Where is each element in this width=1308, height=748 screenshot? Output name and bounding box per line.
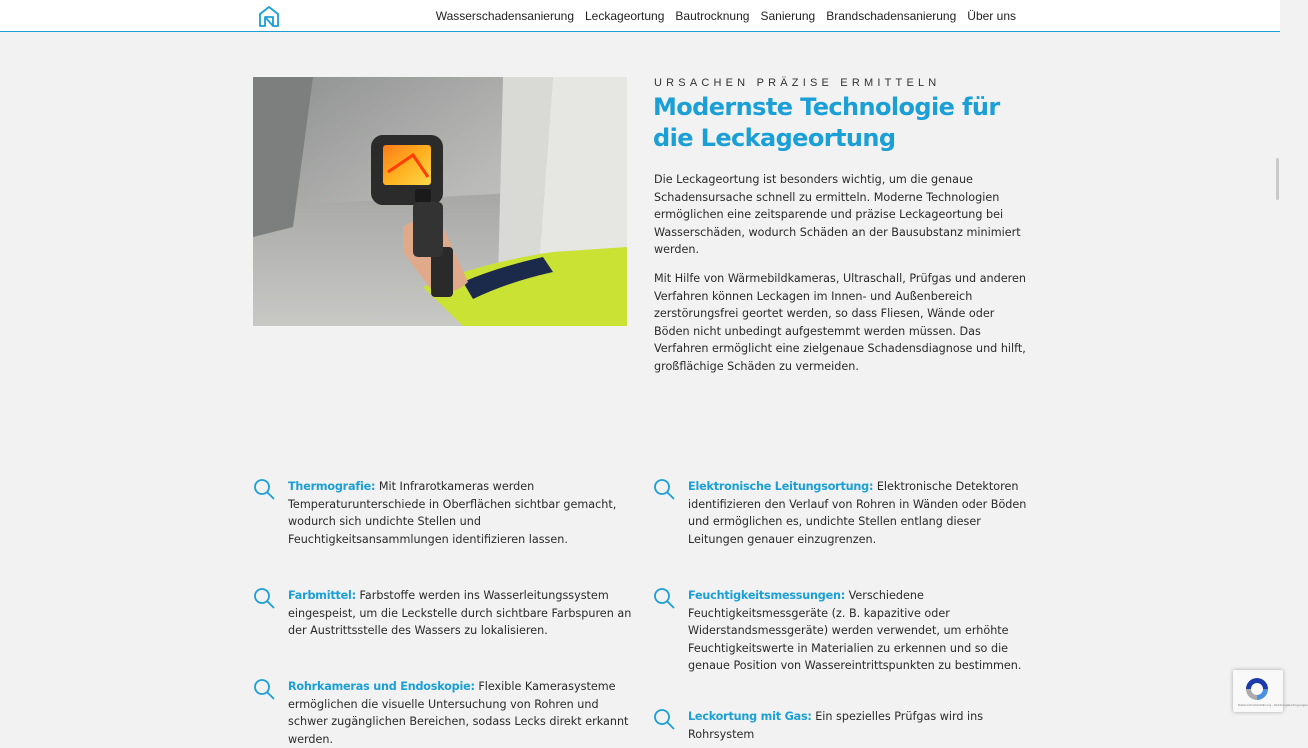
feature-term: Elektronische Leitungsortung:: [688, 480, 874, 493]
feature-term: Leckortung mit Gas:: [688, 710, 812, 723]
main-nav: [425, 0, 1016, 32]
search-icon: [253, 478, 275, 500]
feature-description: Mit Infrarotkameras werden Temperaturunterschiede in Oberflächen sichtbar gemacht, wodurch sich undichte Stellen und Feuchtigkeitsansammlungen identifizieren lassen.: [288, 480, 617, 546]
search-icon: [253, 678, 275, 700]
scrollbar-thumb[interactable]: [1276, 158, 1279, 200]
feature-description: Flexible Kamerasysteme ermöglichen die visuelle Untersuchung von Rohren und schwer zugänglichen Bereichen, sodass Lecks direkt erkannt werden.: [288, 680, 629, 746]
search-icon: [253, 587, 275, 609]
feature-term: Farbmittel:: [288, 589, 356, 602]
feature-description: Ein spezielles Prüfgas wird ins Rohrsystem: [688, 710, 984, 741]
site-header: [0, 0, 1280, 32]
nav-wasserschadensanierung[interactable]: Wasserschadensanierung: [435, 9, 574, 23]
nav-ueber-uns[interactable]: Über uns: [967, 9, 1016, 23]
feature-term: Thermografie:: [288, 480, 376, 493]
thermal-camera-photo: [253, 77, 627, 326]
house-logo-icon[interactable]: [258, 5, 280, 27]
nav-brandschadensanierung[interactable]: Brandschadensanierung: [826, 9, 957, 23]
feature-text: [688, 587, 1033, 675]
feature-description: Farbstoffe werden ins Wasserleitungssystem eingespeist, um die Leckstelle durch sichtbare Farbspuren an der Austrittsstelle des Wassers zu lokalisieren.: [288, 589, 632, 638]
intro-paragraph-2: Mit Hilfe von Wärmebildkameras, Ultraschall, Prüfgas und anderen Verfahren können Leckagen im Innen- und Außenbereich zerstörungsfrei geortet werden, so dass Fliesen, Wände oder Böden nicht unbedingt aufgestemmt werden müssen. Das Verfahren ermöglicht eine zielgenaue Schadensdiagnose und hilft, großflächige Schäden zu vermeiden.: [654, 272, 1026, 373]
nav-leckageortung[interactable]: Leckageortung: [585, 9, 665, 23]
feature-description: Verschiedene Feuchtigkeitsmessgeräte (z. B. kapazitive oder Widerstandsmessgeräte) werden verwendet, um erhöhte Feuchtigkeitswerte in Materialien zu erkennen und so die genaue Position von Wassereintrittspunkten zu bestimmen.: [688, 589, 1022, 673]
search-icon: [653, 587, 675, 609]
feature-term: Feuchtigkeitsmessungen:: [688, 589, 846, 602]
search-icon: [653, 708, 675, 730]
feature-text: [288, 478, 633, 548]
feature-text: [288, 678, 633, 748]
feature-text: [688, 478, 1033, 548]
nav-sanierung[interactable]: Sanierung: [760, 9, 816, 23]
search-icon: [653, 478, 675, 500]
recaptcha-badge[interactable]: [1233, 670, 1308, 712]
feature-text: [688, 708, 1033, 743]
recaptcha-icon: [1244, 676, 1270, 702]
feature-text: [288, 587, 633, 640]
recaptcha-links[interactable]: Datenschutzerklärung - Nutzungsbedingungen: [1238, 703, 1308, 707]
section-title: Modernste Technologie für die Leckageortung: [653, 93, 1000, 152]
feature-description: Elektronische Detektoren identifizieren den Verlauf von Rohren in Wänden oder Böden und ermöglichen es, undichte Stellen entlang dieser Leitungen genauer einzugrenzen.: [688, 480, 1027, 546]
nav-bautrocknung[interactable]: Bautrocknung: [675, 9, 750, 23]
feature-term: Rohrkameras und Endoskopie:: [288, 680, 475, 693]
intro-paragraph-1: Die Leckageortung ist besonders wichtig, um die genaue Schadensursache schnell zu ermitteln. Moderne Technologien ermöglichen eine zeitsparende und präzise Leckageortung bei Wasserschäden, wodurch Schäden an der Bausubstanz minimiert werden.: [654, 173, 1021, 257]
section-eyebrow: URSACHEN PRÄZISE ERMITTELN: [654, 77, 941, 89]
